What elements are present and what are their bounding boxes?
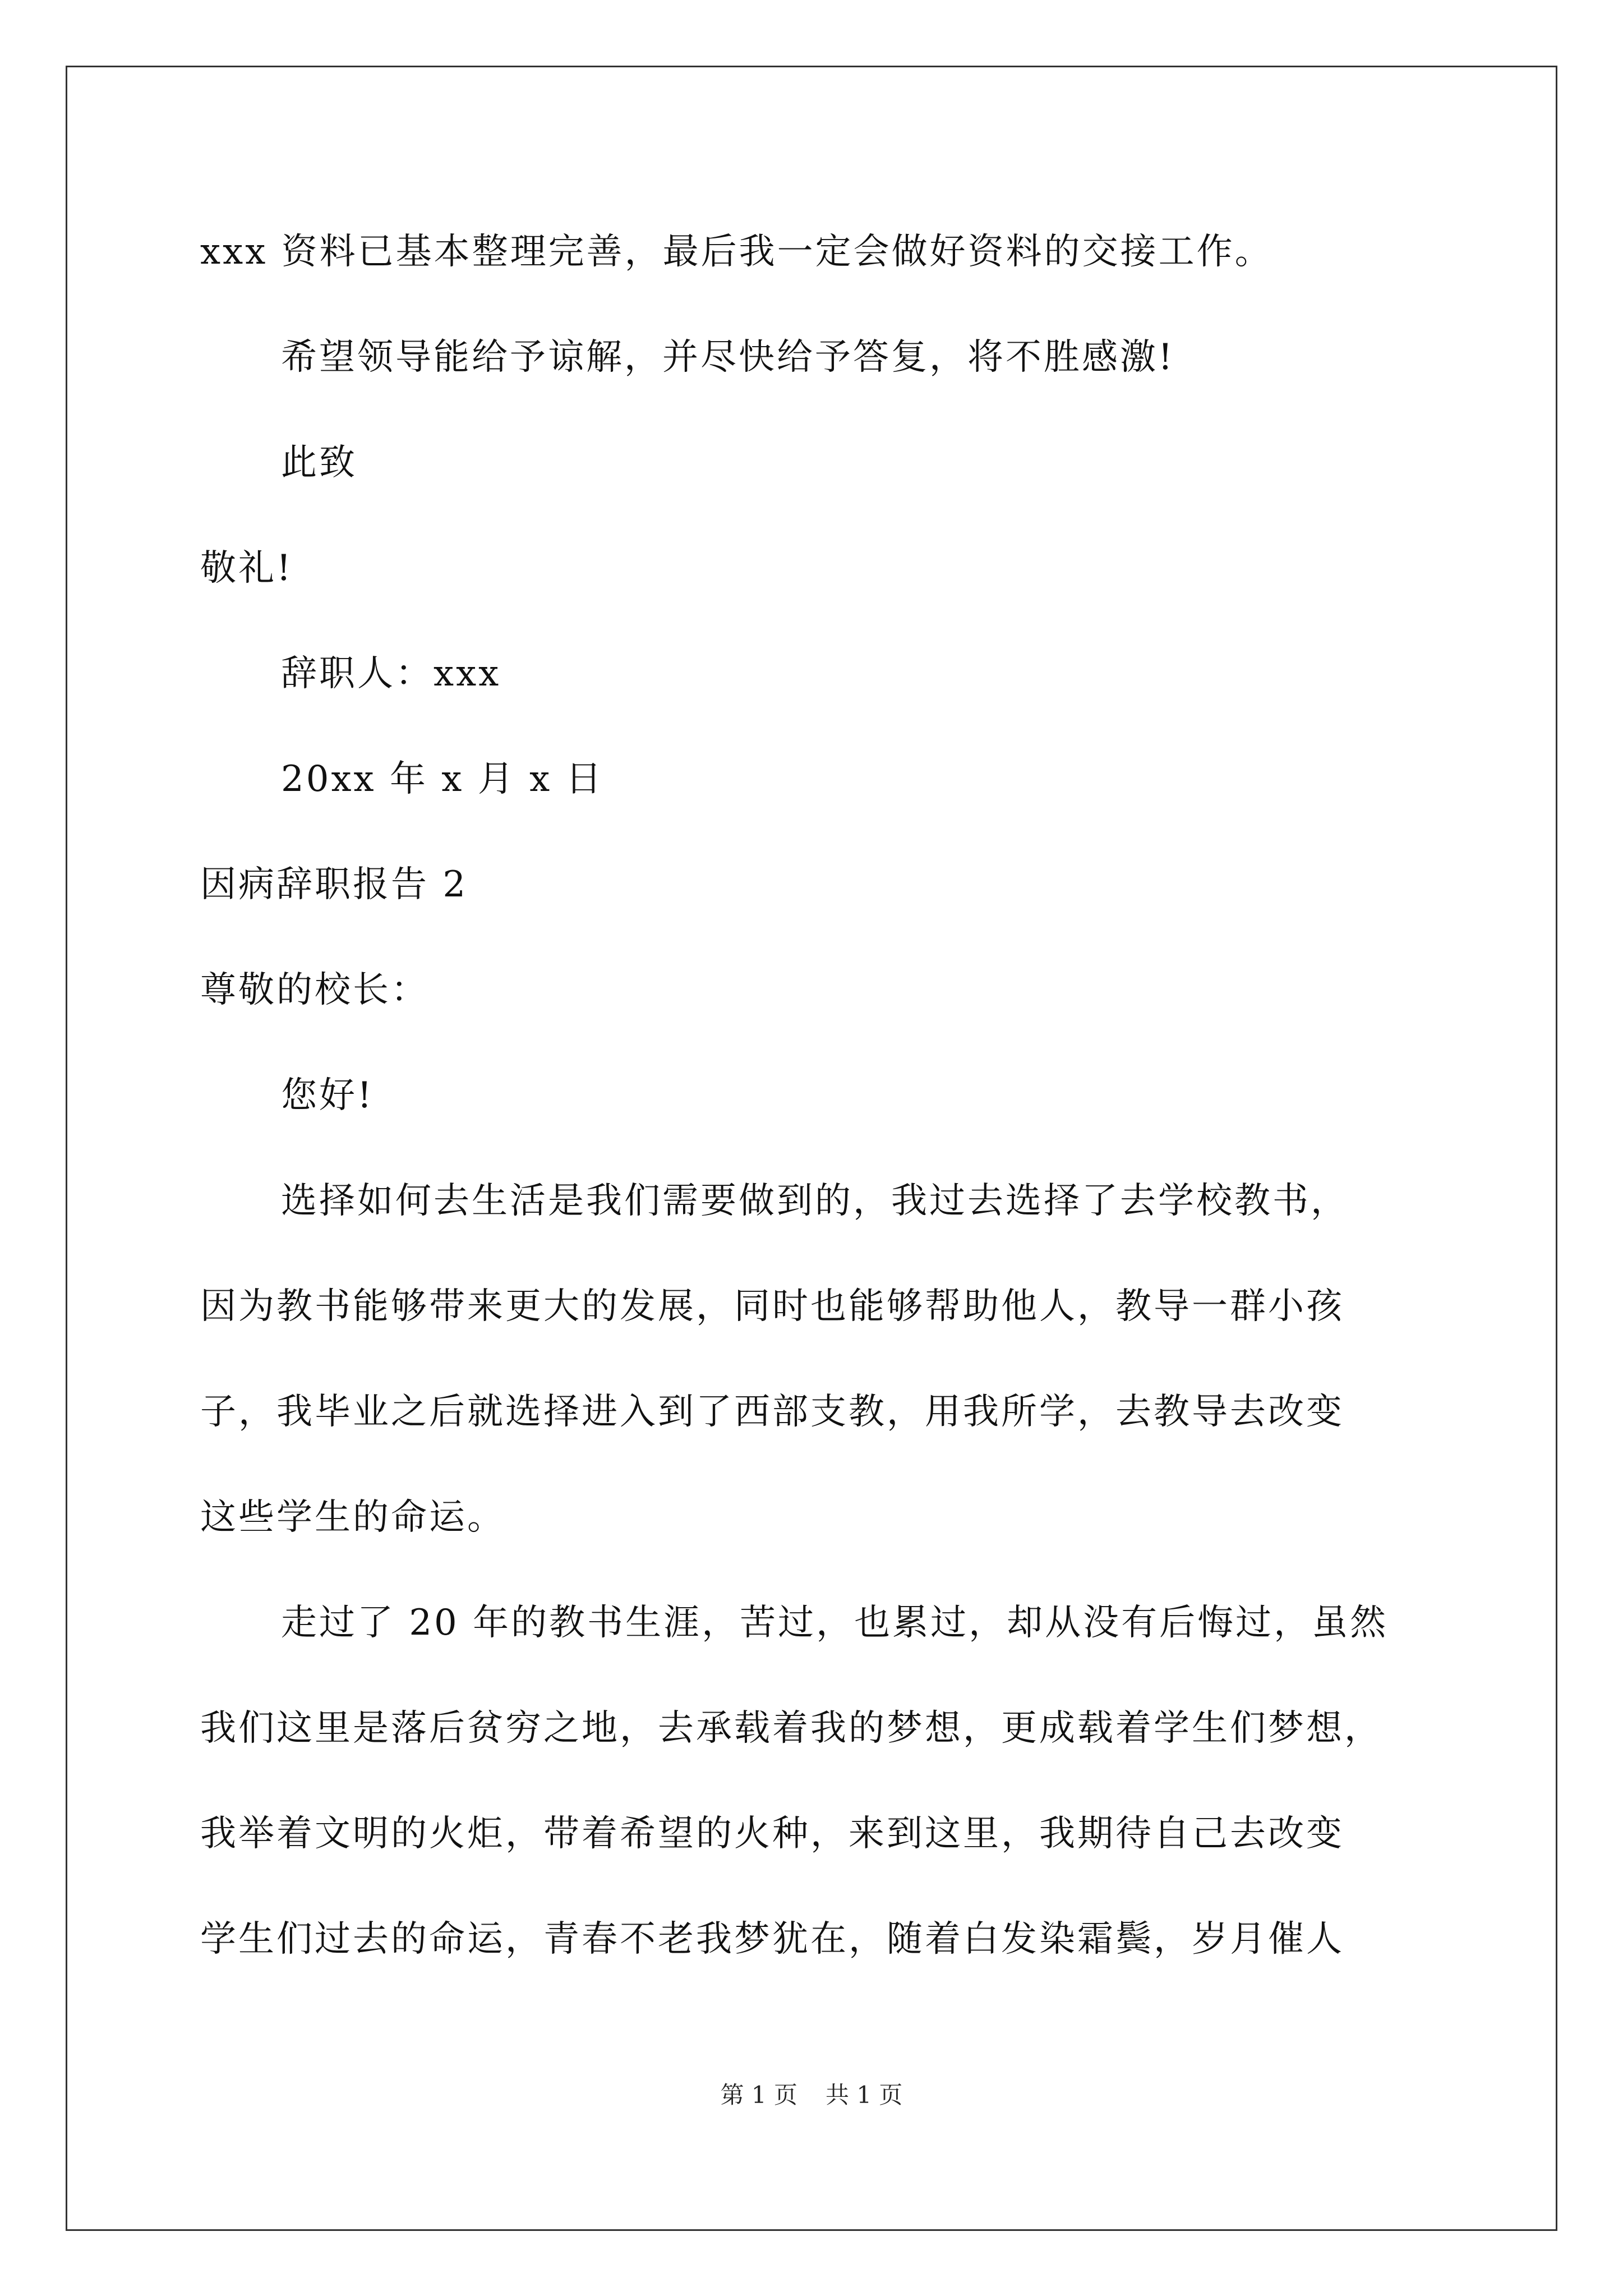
text-line: 我举着文明的火炬，带着希望的火种，来到这里，我期待自己去改变 <box>200 1813 1344 1855</box>
text-line: 学生们过去的命运，青春不老我梦犹在，随着白发染霜鬓，岁月催人 <box>200 1918 1344 1960</box>
text-line: 走过了 20 年的教书生涯，苦过，也累过，却从没有后悔过，虽然 <box>281 1602 1389 1644</box>
text-line: 辞职人：xxx <box>281 653 501 694</box>
text-line: xxx 资料已基本整理完善，最后我一定会做好资料的交接工作。 <box>200 231 1273 273</box>
text-line: 因病辞职报告 2 <box>200 864 468 905</box>
text-line: 20xx 年 x 月 x 日 <box>281 758 604 800</box>
page-total: 共 1 页 <box>826 2081 903 2109</box>
text-line: 尊敬的校长： <box>200 969 429 1011</box>
text-line: 此致 <box>281 442 357 484</box>
text-line: 这些学生的命运。 <box>200 1497 505 1538</box>
text-line: 因为教书能够带来更大的发展，同时也能够帮助他人，教导一群小孩 <box>200 1286 1344 1327</box>
text-line: 希望领导能给予谅解，并尽快给予答复，将不胜感激! <box>281 337 1175 378</box>
text-line: 您好! <box>281 1075 374 1116</box>
text-line: 子，我毕业之后就选择进入到了西部支教，用我所学，去教导去改变 <box>200 1391 1344 1433</box>
page-number: 第 1 页 <box>720 2081 797 2109</box>
document-body <box>200 199 1434 1992</box>
text-line: 敬礼! <box>200 547 293 589</box>
text-line: 选择如何去生活是我们需要做到的，我过去选择了去学校教书， <box>281 1180 1349 1222</box>
text-line: 我们这里是落后贫穷之地，去承载着我的梦想，更成载着学生们梦想， <box>200 1708 1382 1749</box>
page-footer <box>0 2078 1623 2112</box>
